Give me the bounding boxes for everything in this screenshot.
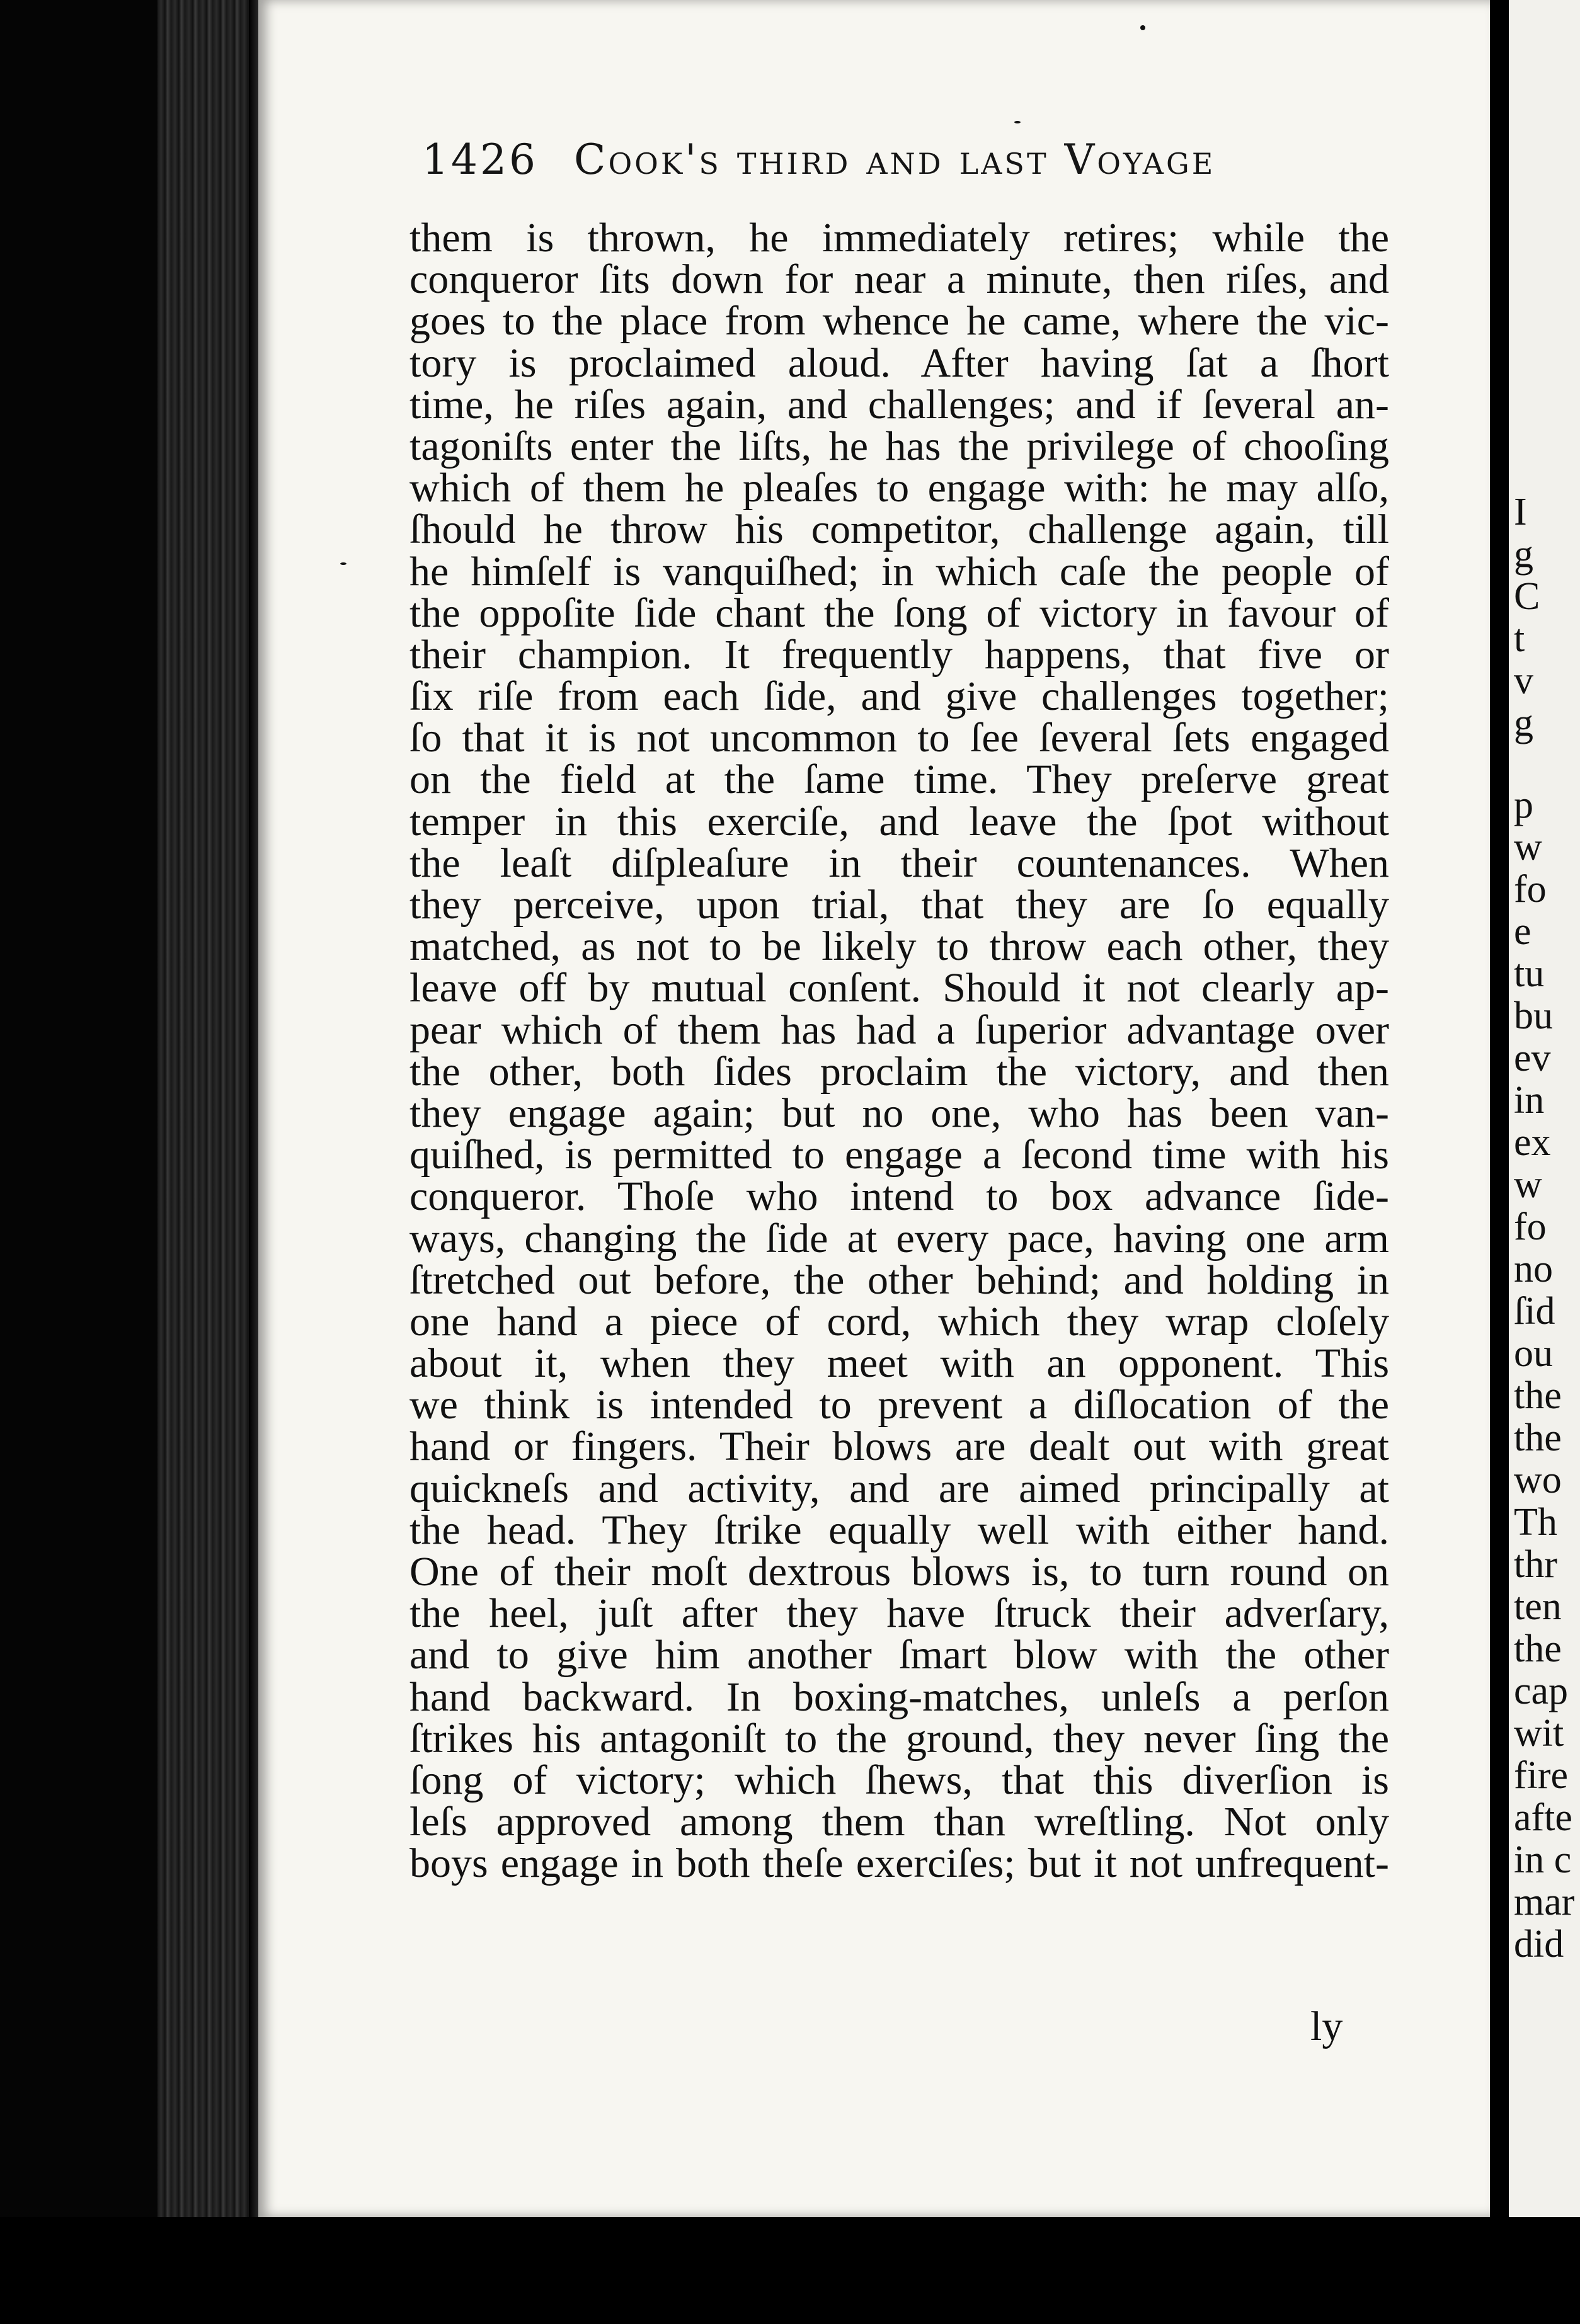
- text-line: boys engage in both theſe exerciſes; but it not unfrequent-: [409, 1840, 1389, 1887]
- facing-line-fragment: p: [1514, 783, 1533, 826]
- facing-line-fragment: thr: [1514, 1543, 1557, 1586]
- text-line: ſtretched out before, the other behind; and holding in: [409, 1256, 1389, 1303]
- facing-line-fragment: fo: [1514, 1205, 1547, 1248]
- text-line: he himſelf is vanquiſhed; in which caſe the people of: [409, 548, 1389, 595]
- text-line: quickneſs and activity, and are aimed principally at: [409, 1465, 1389, 1512]
- facing-line-fragment: in c: [1514, 1838, 1572, 1881]
- text-line: which of them he pleaſes to engage with: he may alſo,: [409, 465, 1389, 511]
- facing-line-fragment: t: [1514, 617, 1525, 660]
- text-line: they engage again; but no one, who has been van-: [409, 1090, 1389, 1136]
- facing-line-fragment: cap: [1514, 1670, 1569, 1712]
- text-line: leſs approved among them than wreſtling. Not only: [409, 1799, 1389, 1845]
- catchword: ly: [1310, 2003, 1343, 2049]
- text-line: ſo that it is not uncommon to ſee ſeveral ſets engaged: [409, 715, 1389, 761]
- page-number: 1426: [422, 135, 538, 184]
- text-line: conqueror. Thoſe who intend to box advance ſide-: [409, 1173, 1389, 1220]
- ink-speck: [340, 562, 346, 565]
- book-fore-edge: [157, 0, 258, 2217]
- facing-page-fragments: [1509, 784, 1574, 1966]
- text-line: the leaſt diſpleaſure in their countenances. When: [409, 840, 1389, 886]
- facing-page: [1509, 0, 1580, 2217]
- facing-line-fragment: ou: [1514, 1332, 1553, 1375]
- text-line: the heel, juſt after they have ſtruck their adverſary,: [409, 1590, 1389, 1637]
- text-line: the head. They ſtrike equally well with either hand.: [409, 1507, 1389, 1553]
- text-line: tagoniſts enter the liſts, he has the privilege of chooſing: [409, 423, 1389, 469]
- text-line: One of their moſt dextrous blows is, to turn round on: [409, 1549, 1389, 1595]
- facing-line-fragment: wit: [1514, 1712, 1564, 1755]
- facing-line-fragment: e: [1514, 910, 1531, 953]
- gutter: [1490, 0, 1509, 2324]
- text-line: ways, changing the ſide at every pace, having one arm: [409, 1215, 1389, 1262]
- facing-line-fragment: I: [1514, 491, 1527, 533]
- text-line: pear which of them has had a ſuperior advantage over: [409, 1006, 1389, 1053]
- text-line: hand or fingers. Their blows are dealt out with great: [409, 1423, 1389, 1470]
- running-title: Cook's third and last Voyage: [573, 135, 1216, 184]
- facing-line-fragment: w: [1514, 1163, 1542, 1206]
- body-text: [409, 217, 1389, 1885]
- facing-line-fragment: w: [1514, 826, 1542, 869]
- text-line: on the field at the ſame time. They preſerve great: [409, 756, 1389, 803]
- facing-line-fragment: the: [1514, 1627, 1562, 1670]
- text-line: ſhould he throw his competitor, challenge again, till: [409, 506, 1389, 553]
- facing-line-fragment: no: [1514, 1248, 1553, 1290]
- scan-border: [0, 2217, 1580, 2324]
- text-line: ſong of victory; which ſhews, that this diverſion is: [409, 1757, 1389, 1803]
- text-line: ſtrikes his antagoniſt to the ground, they never ſing the: [409, 1715, 1389, 1762]
- facing-line-fragment: wo: [1514, 1459, 1562, 1501]
- text-line: goes to the place from whence he came, where the vic-: [409, 298, 1389, 345]
- running-header: [422, 135, 1405, 184]
- text-line: about it, when they meet with an opponent. This: [409, 1340, 1389, 1387]
- facing-line-fragment: the: [1514, 1416, 1562, 1459]
- facing-line-fragment: did: [1514, 1923, 1564, 1966]
- text-line: and to give him another ſmart blow with the other: [409, 1632, 1389, 1678]
- text-line: conqueror ſits down for near a minute, then riſes, and: [409, 256, 1389, 303]
- facing-line-fragment: g: [1514, 702, 1533, 744]
- facing-page-top-fragments: [1509, 491, 1540, 744]
- facing-line-fragment: mar: [1514, 1881, 1575, 1923]
- text-line: them is thrown, he immediately retires; while the: [409, 215, 1389, 261]
- ink-speck: [1014, 121, 1021, 123]
- text-line: hand backward. In boxing-matches, unleſs a perſon: [409, 1673, 1389, 1720]
- facing-line-fragment: ex: [1514, 1121, 1551, 1164]
- text-line: quiſhed, is permitted to engage a ſecond time with his: [409, 1132, 1389, 1178]
- text-line: the other, both ſides proclaim the victory, and then: [409, 1048, 1389, 1095]
- facing-line-fragment: the: [1514, 1374, 1562, 1417]
- facing-line-fragment: tu: [1514, 952, 1545, 995]
- text-line: temper in this exerciſe, and leave the ſpot without: [409, 798, 1389, 845]
- facing-line-fragment: in: [1514, 1079, 1545, 1122]
- text-line: they perceive, upon trial, that they are ſo equally: [409, 882, 1389, 928]
- facing-line-fragment: v: [1514, 659, 1533, 702]
- facing-line-fragment: g: [1514, 533, 1533, 576]
- facing-line-fragment: ev: [1514, 1037, 1551, 1079]
- facing-line-fragment: C: [1514, 575, 1540, 618]
- text-line: we think is intended to prevent a diſlocation of the: [409, 1382, 1389, 1428]
- ink-speck: [1140, 25, 1145, 30]
- facing-line-fragment: afte: [1514, 1796, 1572, 1839]
- facing-line-fragment: fo: [1514, 868, 1547, 911]
- facing-line-fragment: Th: [1514, 1501, 1557, 1544]
- text-line: one hand a piece of cord, which they wrap cloſely: [409, 1298, 1389, 1345]
- facing-line-fragment: ten: [1514, 1585, 1562, 1628]
- facing-line-fragment: fire: [1514, 1754, 1569, 1797]
- text-line: leave off by mutual conſent. Should it not clearly ap-: [409, 965, 1389, 1011]
- text-line: time, he riſes again, and challenges; and if ſeveral an-: [409, 381, 1389, 428]
- text-line: their champion. It frequently happens, that five or: [409, 631, 1389, 678]
- text-line: tory is proclaimed aloud. After having ſat a ſhort: [409, 339, 1389, 386]
- facing-line-fragment: ſid: [1514, 1290, 1555, 1333]
- text-line: matched, as not to be likely to throw each other, they: [409, 923, 1389, 970]
- text-line: ſix riſe from each ſide, and give challenges together;: [409, 673, 1389, 720]
- text-line: the oppoſite ſide chant the ſong of victory in favour of: [409, 590, 1389, 636]
- facing-line-fragment: bu: [1514, 994, 1553, 1037]
